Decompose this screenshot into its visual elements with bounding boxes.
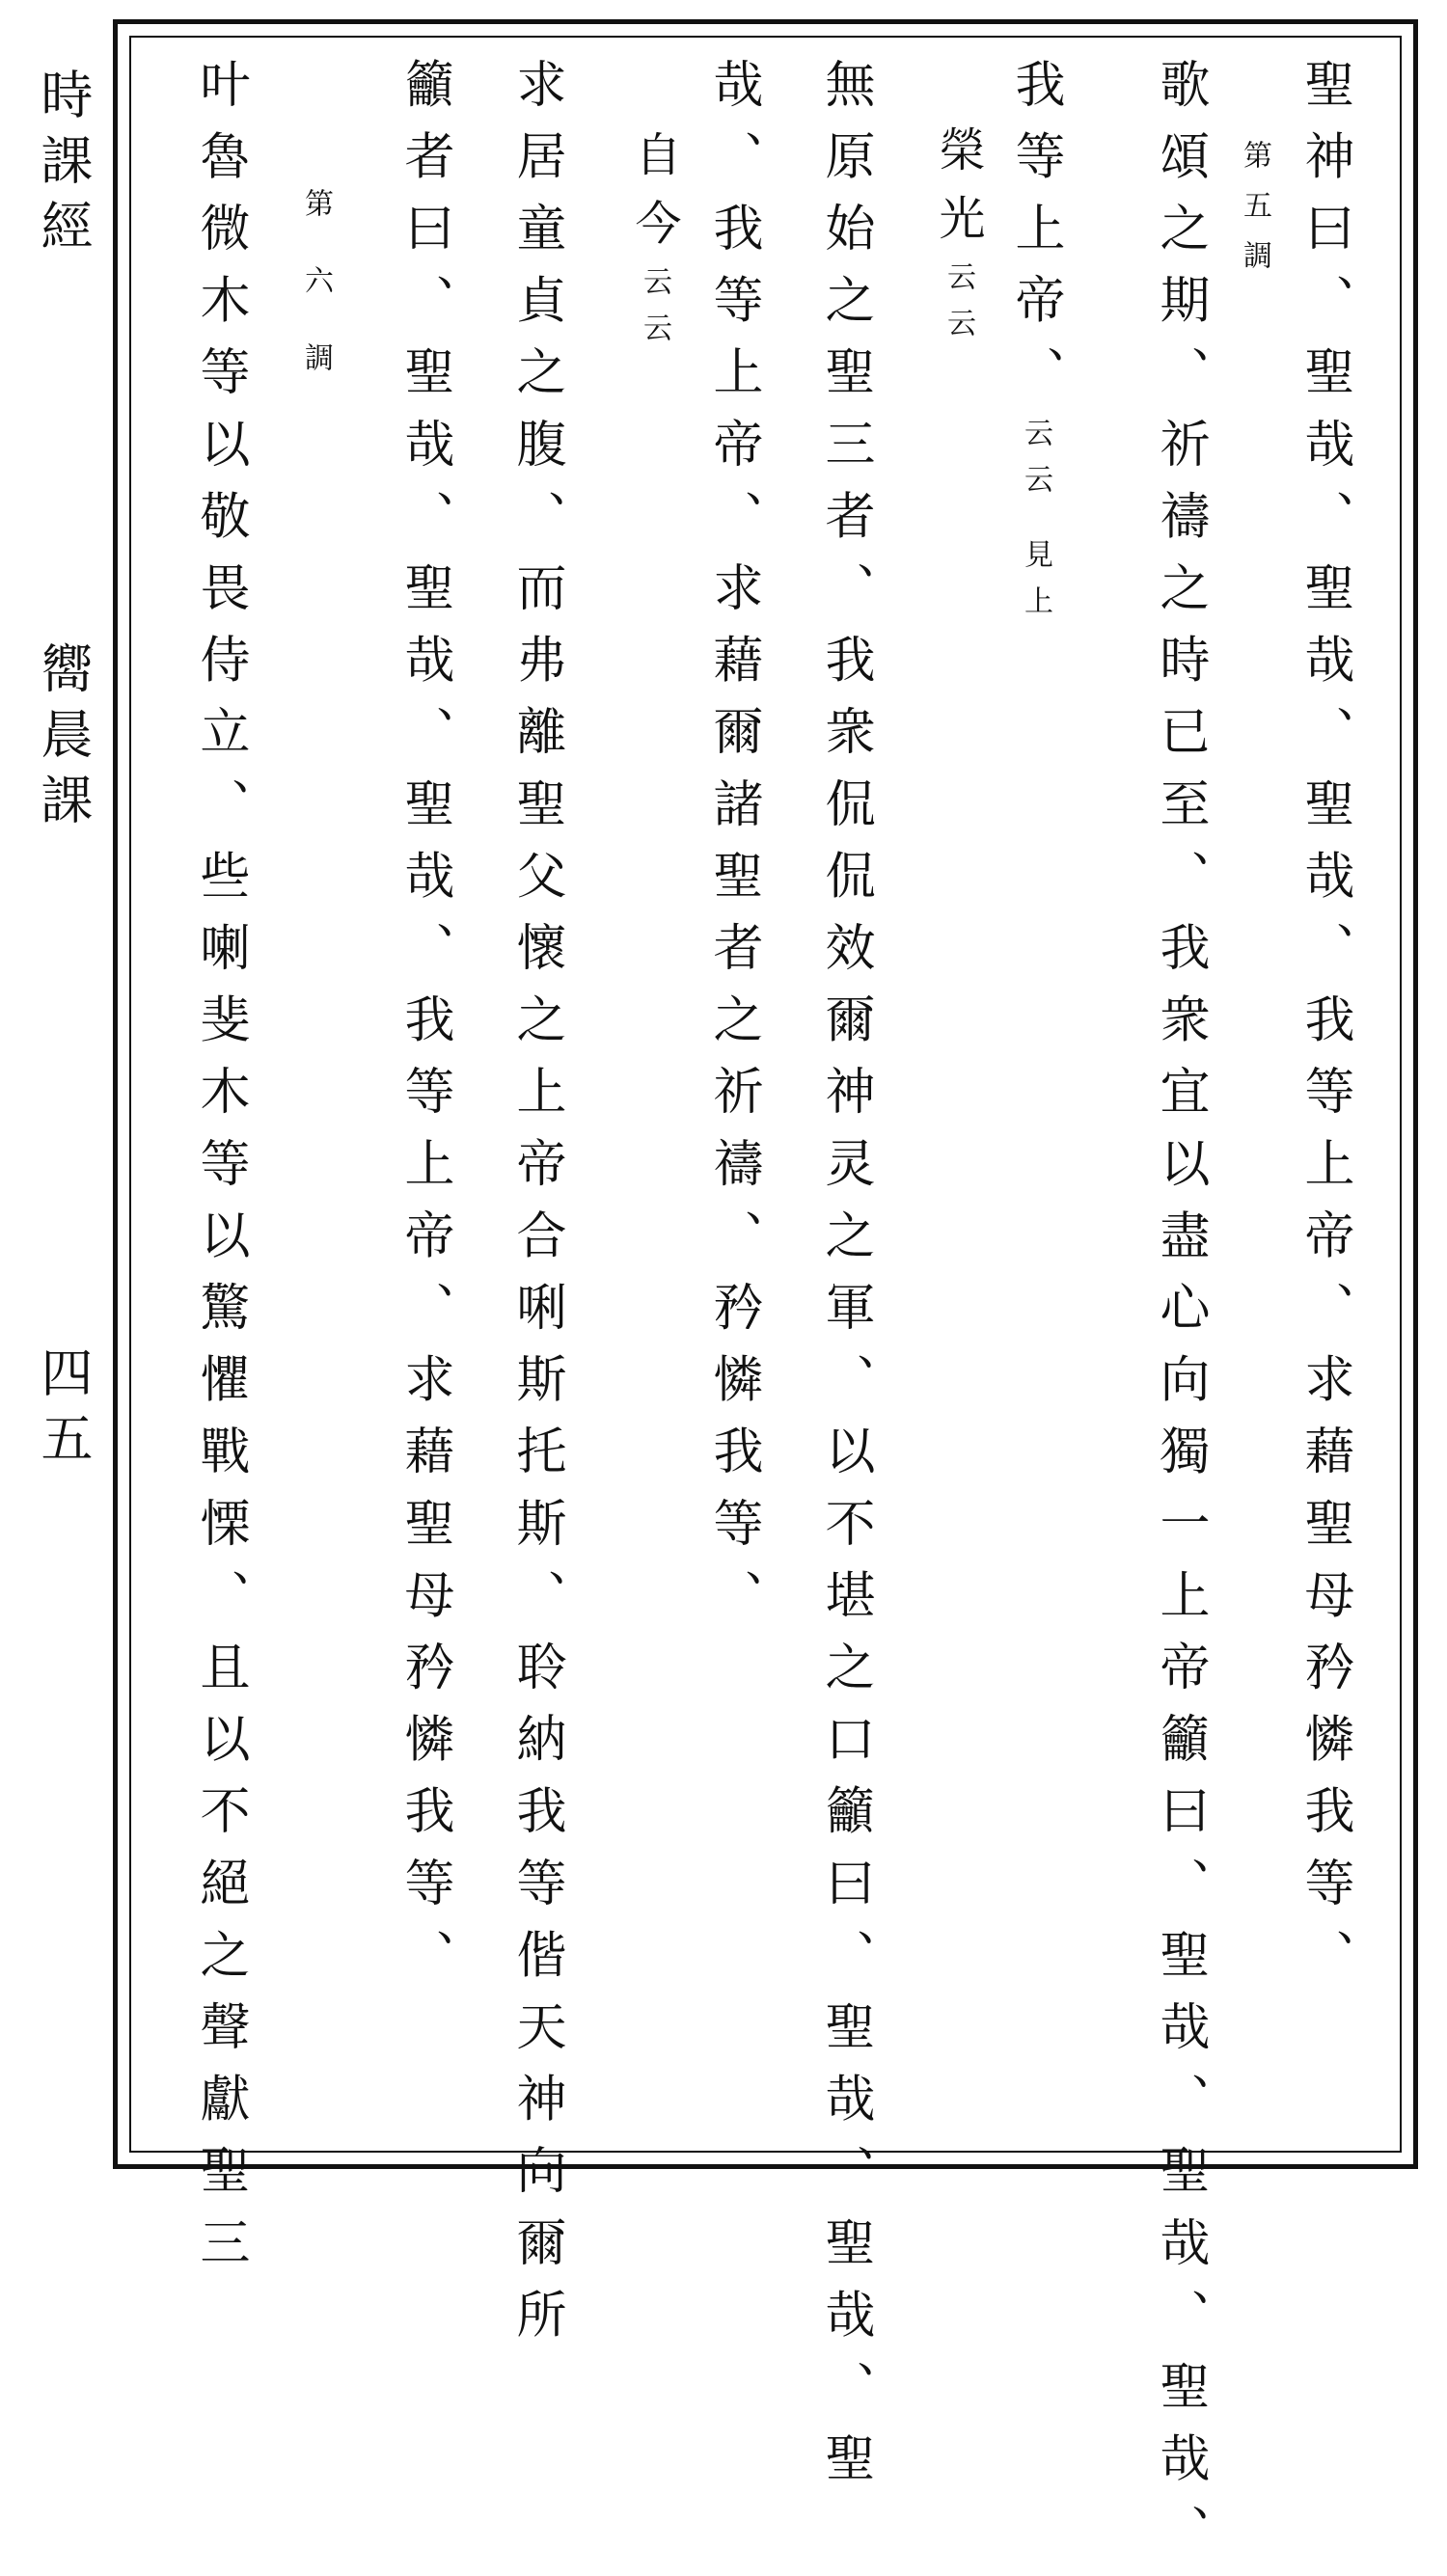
text-column-6: 哉、我等上帝、求藉爾諸聖者之祈禱、矜憐我等、 [704, 58, 762, 1641]
column-3-note-see-above: 見上 [1019, 539, 1052, 632]
text-column-7 [617, 130, 691, 359]
tone-heading-5: 第五調 [1238, 140, 1271, 290]
text-column-1: 聖神曰、聖哉、聖哉、聖哉、我等上帝、求藉聖母矜憐我等、 [1296, 58, 1353, 2001]
from-now-heading: 自今 [627, 130, 681, 267]
text-column-3 [998, 58, 1072, 632]
text-column-2: 歌頌之期、祈禱之時已至、我衆宜以盡心向獨一上帝籲曰、聖哉、聖哉、聖哉、 [1151, 58, 1209, 2576]
text-column-4 [921, 125, 995, 354]
text-column-8: 求居童貞之腹、而弗離聖父懷之上帝合唎斯托斯、聆納我等偕天神向爾所 [507, 58, 565, 2361]
page-number: 四五 [33, 1345, 94, 1477]
text-column-5: 無原始之聖三者、我衆侃侃效爾神灵之軍、以不堪之口籲曰、聖哉、聖哉、聖 [816, 58, 874, 2505]
glory-note: 云云 [942, 261, 975, 355]
from-now-note: 云云 [638, 266, 671, 360]
running-head-book-title: 時課經 [33, 68, 94, 264]
glory-heading: 榮光 [931, 125, 985, 262]
running-head-section-title: 嚮晨課 [33, 641, 94, 838]
column-3-note-yunyun: 云云 [1019, 418, 1052, 510]
tone-heading-6: 第六調 [299, 188, 333, 420]
column-3-main: 我等上帝、 [1006, 58, 1064, 418]
text-column-10: 叶魯微木等以敬畏侍立、些喇斐木等以驚懼戰慄、且以不絕之聲獻聖三 [191, 58, 249, 2289]
text-column-9: 籲者曰、聖哉、聖哉、聖哉、我等上帝、求藉聖母矜憐我等、 [396, 58, 453, 2001]
